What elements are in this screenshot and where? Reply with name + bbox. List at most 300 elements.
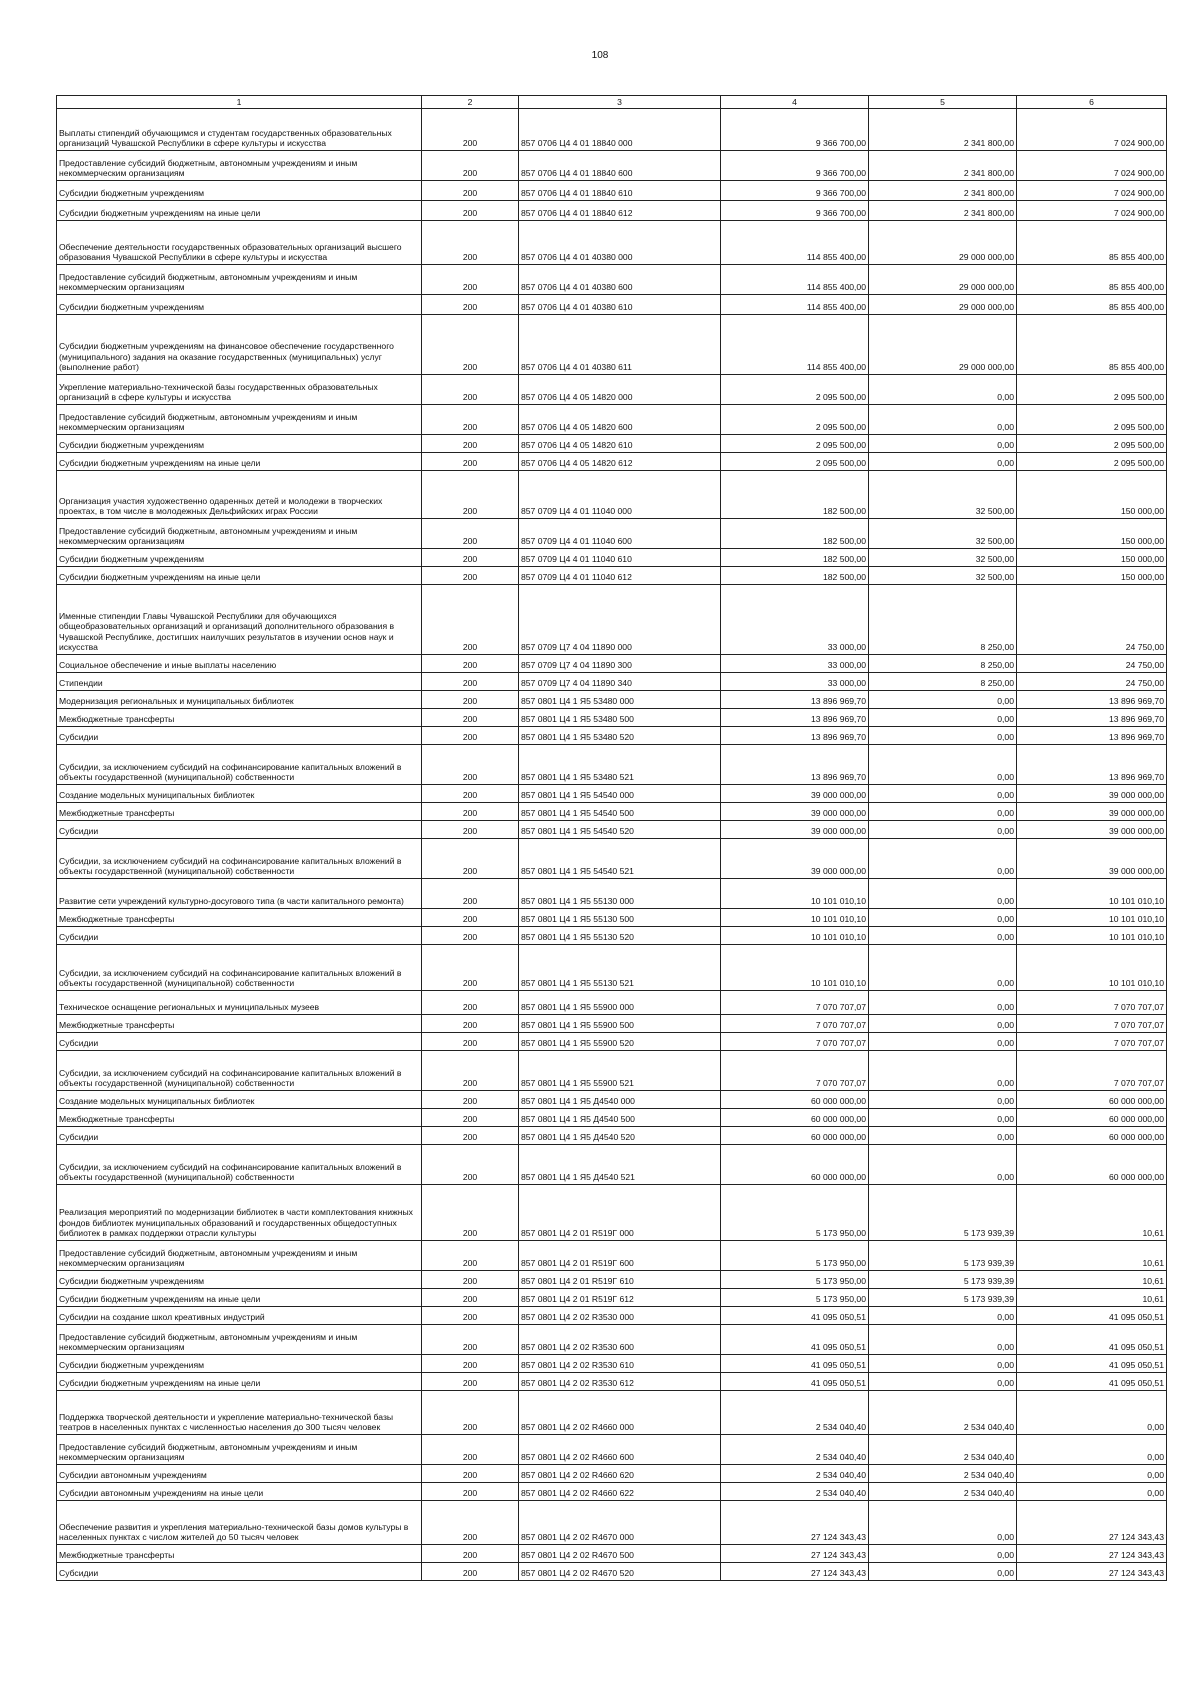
row-change-cell: 2 534 040,40 — [869, 1391, 1017, 1435]
row-change-cell: 8 250,00 — [869, 655, 1017, 673]
table-row — [57, 803, 1167, 821]
row-total-cell: 60 000 000,00 — [1017, 1145, 1167, 1185]
table-row — [57, 109, 1167, 151]
row-name-cell: Субсидии бюджетным учреждениям на финансовое обеспечение государственного (муниципального) задания на оказание государственных (муниципальных) услуг (выполнение работ) — [57, 315, 422, 375]
row-kbk-cell: 857 0801 Ц4 2 02 R4660 600 — [519, 1435, 721, 1465]
row-total-cell: 7 024 900,00 — [1017, 109, 1167, 151]
row-change-cell: 0,00 — [869, 1145, 1017, 1185]
row-amount-cell: 2 095 500,00 — [721, 435, 869, 453]
row-total-cell: 41 095 050,51 — [1017, 1307, 1167, 1325]
row-amount-cell: 182 500,00 — [721, 567, 869, 585]
row-kbk-cell: 857 0706 Ц4 4 05 14820 612 — [519, 453, 721, 471]
row-amount-cell: 2 095 500,00 — [721, 375, 869, 405]
row-amount-cell: 60 000 000,00 — [721, 1145, 869, 1185]
row-code-cell: 200 — [422, 745, 519, 785]
row-total-cell: 39 000 000,00 — [1017, 821, 1167, 839]
row-kbk-cell: 857 0801 Ц4 1 Я5 Д4540 000 — [519, 1091, 721, 1109]
table-row — [57, 745, 1167, 785]
column-header-2: 2 — [422, 96, 519, 109]
row-change-cell: 32 500,00 — [869, 567, 1017, 585]
row-change-cell: 2 534 040,40 — [869, 1435, 1017, 1465]
row-code-cell: 200 — [422, 1501, 519, 1545]
row-code-cell: 200 — [422, 201, 519, 221]
row-kbk-cell: 857 0801 Ц4 2 01 R519Г 600 — [519, 1241, 721, 1271]
row-total-cell: 10,61 — [1017, 1241, 1167, 1271]
table-row — [57, 821, 1167, 839]
row-code-cell: 200 — [422, 315, 519, 375]
table-row — [57, 909, 1167, 927]
row-kbk-cell: 857 0706 Ц4 4 05 14820 000 — [519, 375, 721, 405]
row-total-cell: 150 000,00 — [1017, 519, 1167, 549]
table-row — [57, 673, 1167, 691]
row-change-cell: 0,00 — [869, 691, 1017, 709]
row-name-cell: Техническое оснащение региональных и муниципальных музеев — [57, 991, 422, 1015]
row-code-cell: 200 — [422, 673, 519, 691]
row-total-cell: 2 095 500,00 — [1017, 435, 1167, 453]
row-code-cell: 200 — [422, 567, 519, 585]
row-name-cell: Межбюджетные трансферты — [57, 709, 422, 727]
row-amount-cell: 13 896 969,70 — [721, 709, 869, 727]
table-row — [57, 1051, 1167, 1091]
row-amount-cell: 182 500,00 — [721, 471, 869, 519]
row-amount-cell: 39 000 000,00 — [721, 803, 869, 821]
table-row — [57, 1241, 1167, 1271]
row-name-cell: Субсидии, за исключением субсидий на софинансирование капитальных вложений в объекты государственной (муниципальной) собственности — [57, 839, 422, 879]
row-name-cell: Субсидии бюджетным учреждениям — [57, 295, 422, 315]
row-amount-cell: 10 101 010,10 — [721, 945, 869, 991]
table-row — [57, 1015, 1167, 1033]
row-total-cell: 10,61 — [1017, 1289, 1167, 1307]
row-total-cell: 0,00 — [1017, 1465, 1167, 1483]
table-row — [57, 1325, 1167, 1355]
row-amount-cell: 27 124 343,43 — [721, 1545, 869, 1563]
row-code-cell: 200 — [422, 909, 519, 927]
row-kbk-cell: 857 0706 Ц4 4 01 40380 000 — [519, 221, 721, 265]
row-code-cell: 200 — [422, 1145, 519, 1185]
row-amount-cell: 27 124 343,43 — [721, 1501, 869, 1545]
row-amount-cell: 5 173 950,00 — [721, 1185, 869, 1241]
row-total-cell: 7 070 707,07 — [1017, 1015, 1167, 1033]
table-row — [57, 1185, 1167, 1241]
row-name-cell: Развитие сети учреждений культурно-досугового типа (в части капитального ремонта) — [57, 879, 422, 909]
row-code-cell: 200 — [422, 1051, 519, 1091]
row-code-cell: 200 — [422, 1289, 519, 1307]
row-change-cell: 32 500,00 — [869, 549, 1017, 567]
row-amount-cell: 27 124 343,43 — [721, 1563, 869, 1581]
column-header-4: 4 — [721, 96, 869, 109]
row-name-cell: Субсидии, за исключением субсидий на софинансирование капитальных вложений в объекты государственной (муниципальной) собственности — [57, 945, 422, 991]
row-code-cell: 200 — [422, 109, 519, 151]
row-kbk-cell: 857 0709 Ц7 4 04 11890 300 — [519, 655, 721, 673]
row-kbk-cell: 857 0801 Ц4 1 Я5 55130 520 — [519, 927, 721, 945]
row-code-cell: 200 — [422, 1307, 519, 1325]
row-code-cell: 200 — [422, 221, 519, 265]
row-kbk-cell: 857 0706 Ц4 4 05 14820 600 — [519, 405, 721, 435]
row-name-cell: Межбюджетные трансферты — [57, 1015, 422, 1033]
table-row — [57, 1109, 1167, 1127]
row-total-cell: 13 896 969,70 — [1017, 691, 1167, 709]
row-amount-cell: 9 366 700,00 — [721, 201, 869, 221]
row-change-cell: 0,00 — [869, 453, 1017, 471]
row-kbk-cell: 857 0706 Ц4 4 01 18840 612 — [519, 201, 721, 221]
row-change-cell: 2 534 040,40 — [869, 1483, 1017, 1501]
row-total-cell: 0,00 — [1017, 1391, 1167, 1435]
row-kbk-cell: 857 0801 Ц4 1 Я5 55130 500 — [519, 909, 721, 927]
row-name-cell: Модернизация региональных и муниципальных библиотек — [57, 691, 422, 709]
row-total-cell: 41 095 050,51 — [1017, 1373, 1167, 1391]
row-name-cell: Выплаты стипендий обучающимся и студентам государственных образовательных организаций Чувашской Республики в сфере культуры и искусства — [57, 109, 422, 151]
row-amount-cell: 33 000,00 — [721, 585, 869, 655]
row-code-cell: 200 — [422, 151, 519, 181]
table-row — [57, 265, 1167, 295]
row-amount-cell: 2 095 500,00 — [721, 453, 869, 471]
row-amount-cell: 182 500,00 — [721, 549, 869, 567]
row-code-cell: 200 — [422, 1127, 519, 1145]
table-row — [57, 655, 1167, 673]
row-amount-cell: 13 896 969,70 — [721, 691, 869, 709]
row-change-cell: 32 500,00 — [869, 471, 1017, 519]
row-kbk-cell: 857 0801 Ц4 1 Я5 54540 000 — [519, 785, 721, 803]
row-change-cell: 8 250,00 — [869, 585, 1017, 655]
row-kbk-cell: 857 0709 Ц7 4 04 11890 000 — [519, 585, 721, 655]
table-row — [57, 181, 1167, 201]
row-change-cell: 0,00 — [869, 1015, 1017, 1033]
row-code-cell: 200 — [422, 727, 519, 745]
row-code-cell: 200 — [422, 1465, 519, 1483]
table-row — [57, 785, 1167, 803]
table-row — [57, 1033, 1167, 1051]
table-row — [57, 927, 1167, 945]
row-total-cell: 7 024 900,00 — [1017, 201, 1167, 221]
row-name-cell: Межбюджетные трансферты — [57, 1109, 422, 1127]
row-amount-cell: 7 070 707,07 — [721, 1015, 869, 1033]
row-total-cell: 150 000,00 — [1017, 567, 1167, 585]
table-row — [57, 1145, 1167, 1185]
table-row — [57, 839, 1167, 879]
row-kbk-cell: 857 0801 Ц4 1 Я5 54540 520 — [519, 821, 721, 839]
table-row — [57, 585, 1167, 655]
row-kbk-cell: 857 0801 Ц4 2 02 R4670 000 — [519, 1501, 721, 1545]
row-kbk-cell: 857 0801 Ц4 2 02 R4670 500 — [519, 1545, 721, 1563]
row-name-cell: Межбюджетные трансферты — [57, 909, 422, 927]
row-change-cell: 0,00 — [869, 945, 1017, 991]
row-code-cell: 200 — [422, 1483, 519, 1501]
row-name-cell: Субсидии — [57, 1563, 422, 1581]
row-kbk-cell: 857 0801 Ц4 1 Я5 54540 500 — [519, 803, 721, 821]
row-total-cell: 150 000,00 — [1017, 471, 1167, 519]
row-total-cell: 39 000 000,00 — [1017, 803, 1167, 821]
row-change-cell: 0,00 — [869, 1545, 1017, 1563]
row-kbk-cell: 857 0801 Ц4 2 02 R4660 622 — [519, 1483, 721, 1501]
row-amount-cell: 2 095 500,00 — [721, 405, 869, 435]
row-name-cell: Предоставление субсидий бюджетным, автономным учреждениям и иным некоммерческим организациям — [57, 1241, 422, 1271]
row-name-cell: Субсидии — [57, 1127, 422, 1145]
row-change-cell: 0,00 — [869, 1127, 1017, 1145]
row-code-cell: 200 — [422, 375, 519, 405]
table-row — [57, 1435, 1167, 1465]
row-total-cell: 39 000 000,00 — [1017, 839, 1167, 879]
row-name-cell: Предоставление субсидий бюджетным, автономным учреждениям и иным некоммерческим организациям — [57, 265, 422, 295]
row-total-cell: 60 000 000,00 — [1017, 1109, 1167, 1127]
row-amount-cell: 10 101 010,10 — [721, 909, 869, 927]
row-total-cell: 27 124 343,43 — [1017, 1563, 1167, 1581]
row-total-cell: 41 095 050,51 — [1017, 1325, 1167, 1355]
row-change-cell: 0,00 — [869, 785, 1017, 803]
row-code-cell: 200 — [422, 991, 519, 1015]
row-name-cell: Субсидии, за исключением субсидий на софинансирование капитальных вложений в объекты государственной (муниципальной) собственности — [57, 1145, 422, 1185]
row-name-cell: Субсидии бюджетным учреждениям на иные цели — [57, 1289, 422, 1307]
row-kbk-cell: 857 0801 Ц4 1 Я5 53480 521 — [519, 745, 721, 785]
row-name-cell: Субсидии бюджетным учреждениям на иные цели — [57, 567, 422, 585]
row-name-cell: Субсидии бюджетным учреждениям на иные цели — [57, 453, 422, 471]
row-change-cell: 2 534 040,40 — [869, 1465, 1017, 1483]
row-kbk-cell: 857 0801 Ц4 1 Я5 55130 521 — [519, 945, 721, 991]
row-kbk-cell: 857 0801 Ц4 1 Я5 54540 521 — [519, 839, 721, 879]
row-name-cell: Субсидии — [57, 927, 422, 945]
row-change-cell: 2 341 800,00 — [869, 181, 1017, 201]
page-number: 108 — [591, 50, 609, 61]
row-total-cell: 27 124 343,43 — [1017, 1545, 1167, 1563]
row-change-cell: 0,00 — [869, 727, 1017, 745]
row-amount-cell: 9 366 700,00 — [721, 181, 869, 201]
row-code-cell: 200 — [422, 879, 519, 909]
row-amount-cell: 33 000,00 — [721, 673, 869, 691]
row-name-cell: Межбюджетные трансферты — [57, 1545, 422, 1563]
row-change-cell: 0,00 — [869, 745, 1017, 785]
row-name-cell: Субсидии бюджетным учреждениям — [57, 181, 422, 201]
table-row — [57, 1391, 1167, 1435]
table-row — [57, 691, 1167, 709]
row-amount-cell: 2 534 040,40 — [721, 1435, 869, 1465]
row-code-cell: 200 — [422, 1545, 519, 1563]
row-change-cell: 2 341 800,00 — [869, 151, 1017, 181]
row-amount-cell: 5 173 950,00 — [721, 1271, 869, 1289]
row-name-cell: Субсидии, за исключением субсидий на софинансирование капитальных вложений в объекты государственной (муниципальной) собственности — [57, 1051, 422, 1091]
row-name-cell: Субсидии бюджетным учреждениям — [57, 549, 422, 567]
row-kbk-cell: 857 0801 Ц4 2 02 R3530 600 — [519, 1325, 721, 1355]
row-amount-cell: 41 095 050,51 — [721, 1307, 869, 1325]
row-code-cell: 200 — [422, 803, 519, 821]
row-change-cell: 0,00 — [869, 991, 1017, 1015]
row-change-cell: 0,00 — [869, 1501, 1017, 1545]
row-amount-cell: 60 000 000,00 — [721, 1091, 869, 1109]
row-code-cell: 200 — [422, 1435, 519, 1465]
table-row — [57, 519, 1167, 549]
row-name-cell: Субсидии бюджетным учреждениям — [57, 1355, 422, 1373]
table-row — [57, 295, 1167, 315]
table-body — [57, 109, 1167, 1581]
row-total-cell: 85 855 400,00 — [1017, 265, 1167, 295]
row-code-cell: 200 — [422, 1325, 519, 1355]
row-code-cell: 200 — [422, 1355, 519, 1373]
row-name-cell: Субсидии автономным учреждениям на иные цели — [57, 1483, 422, 1501]
row-amount-cell: 13 896 969,70 — [721, 727, 869, 745]
row-amount-cell: 41 095 050,51 — [721, 1355, 869, 1373]
row-total-cell: 39 000 000,00 — [1017, 785, 1167, 803]
table-row — [57, 1289, 1167, 1307]
row-code-cell: 200 — [422, 453, 519, 471]
row-kbk-cell: 857 0801 Ц4 1 Я5 Д4540 520 — [519, 1127, 721, 1145]
row-code-cell: 200 — [422, 1015, 519, 1033]
row-change-cell: 29 000 000,00 — [869, 315, 1017, 375]
row-total-cell: 0,00 — [1017, 1435, 1167, 1465]
row-amount-cell: 2 534 040,40 — [721, 1483, 869, 1501]
row-name-cell: Субсидии — [57, 821, 422, 839]
row-code-cell: 200 — [422, 821, 519, 839]
row-name-cell: Социальное обеспечение и иные выплаты населению — [57, 655, 422, 673]
column-header-5: 5 — [869, 96, 1017, 109]
column-header-3: 3 — [519, 96, 721, 109]
table-row — [57, 201, 1167, 221]
table-row — [57, 879, 1167, 909]
row-amount-cell: 39 000 000,00 — [721, 839, 869, 879]
row-total-cell: 10 101 010,10 — [1017, 879, 1167, 909]
row-kbk-cell: 857 0801 Ц4 2 02 R4660 000 — [519, 1391, 721, 1435]
row-kbk-cell: 857 0801 Ц4 1 Я5 53480 500 — [519, 709, 721, 727]
row-change-cell: 2 341 800,00 — [869, 201, 1017, 221]
row-amount-cell: 114 855 400,00 — [721, 315, 869, 375]
table-row — [57, 315, 1167, 375]
table-row — [57, 435, 1167, 453]
row-code-cell: 200 — [422, 549, 519, 567]
row-total-cell: 24 750,00 — [1017, 655, 1167, 673]
row-code-cell: 200 — [422, 927, 519, 945]
row-kbk-cell: 857 0801 Ц4 2 02 R3530 610 — [519, 1355, 721, 1373]
row-name-cell: Межбюджетные трансферты — [57, 803, 422, 821]
row-amount-cell: 7 070 707,07 — [721, 1051, 869, 1091]
row-change-cell: 0,00 — [869, 1563, 1017, 1581]
column-header-1: 1 — [57, 96, 422, 109]
row-name-cell: Реализация мероприятий по модернизации библиотек в части комплектования книжных фондов библиотек муниципальных образований и государственных общедоступных библиотек в рамках поддержки отрасли культуры — [57, 1185, 422, 1241]
row-code-cell: 200 — [422, 435, 519, 453]
table-row — [57, 709, 1167, 727]
row-amount-cell: 13 896 969,70 — [721, 745, 869, 785]
row-name-cell: Именные стипендии Главы Чувашской Республики для обучающихся общеобразовательных организаций и организаций дополнительного образования в Чувашской Республике, достигших наилучших результатов в изучении основ наук и искусства — [57, 585, 422, 655]
row-code-cell: 200 — [422, 1391, 519, 1435]
row-total-cell: 60 000 000,00 — [1017, 1091, 1167, 1109]
row-kbk-cell: 857 0801 Ц4 2 02 R3530 000 — [519, 1307, 721, 1325]
row-code-cell: 200 — [422, 519, 519, 549]
row-amount-cell: 182 500,00 — [721, 519, 869, 549]
table-row — [57, 1355, 1167, 1373]
row-amount-cell: 60 000 000,00 — [721, 1109, 869, 1127]
row-kbk-cell: 857 0801 Ц4 1 Я5 55900 521 — [519, 1051, 721, 1091]
row-kbk-cell: 857 0801 Ц4 2 02 R3530 612 — [519, 1373, 721, 1391]
row-amount-cell: 114 855 400,00 — [721, 295, 869, 315]
row-name-cell: Субсидии на создание школ креативных индустрий — [57, 1307, 422, 1325]
row-total-cell: 13 896 969,70 — [1017, 727, 1167, 745]
row-name-cell: Предоставление субсидий бюджетным, автономным учреждениям и иным некоммерческим организациям — [57, 405, 422, 435]
row-total-cell: 27 124 343,43 — [1017, 1501, 1167, 1545]
row-change-cell: 0,00 — [869, 375, 1017, 405]
row-kbk-cell: 857 0801 Ц4 1 Я5 Д4540 521 — [519, 1145, 721, 1185]
row-total-cell: 24 750,00 — [1017, 585, 1167, 655]
row-amount-cell: 114 855 400,00 — [721, 221, 869, 265]
row-change-cell: 0,00 — [869, 435, 1017, 453]
row-change-cell: 5 173 939,39 — [869, 1241, 1017, 1271]
row-kbk-cell: 857 0706 Ц4 4 01 40380 611 — [519, 315, 721, 375]
table-row — [57, 221, 1167, 265]
row-change-cell: 0,00 — [869, 909, 1017, 927]
row-total-cell: 13 896 969,70 — [1017, 745, 1167, 785]
row-code-cell: 200 — [422, 1271, 519, 1289]
row-change-cell: 2 341 800,00 — [869, 109, 1017, 151]
table-row — [57, 1271, 1167, 1289]
row-kbk-cell: 857 0801 Ц4 2 02 R4670 520 — [519, 1563, 721, 1581]
table-row — [57, 567, 1167, 585]
row-change-cell: 29 000 000,00 — [869, 221, 1017, 265]
table-row — [57, 1127, 1167, 1145]
row-amount-cell: 41 095 050,51 — [721, 1325, 869, 1355]
table-row — [57, 1373, 1167, 1391]
row-kbk-cell: 857 0706 Ц4 4 01 18840 610 — [519, 181, 721, 201]
row-amount-cell: 9 366 700,00 — [721, 109, 869, 151]
row-code-cell: 200 — [422, 691, 519, 709]
row-name-cell: Субсидии бюджетным учреждениям — [57, 435, 422, 453]
row-kbk-cell: 857 0801 Ц4 1 Я5 53480 520 — [519, 727, 721, 745]
row-kbk-cell: 857 0706 Ц4 4 01 40380 610 — [519, 295, 721, 315]
row-change-cell: 5 173 939,39 — [869, 1271, 1017, 1289]
row-amount-cell: 33 000,00 — [721, 655, 869, 673]
table-row — [57, 1483, 1167, 1501]
row-kbk-cell: 857 0709 Ц7 4 04 11890 340 — [519, 673, 721, 691]
row-kbk-cell: 857 0801 Ц4 2 02 R4660 620 — [519, 1465, 721, 1483]
row-code-cell: 200 — [422, 181, 519, 201]
row-code-cell: 200 — [422, 709, 519, 727]
row-total-cell: 60 000 000,00 — [1017, 1127, 1167, 1145]
row-total-cell: 7 024 900,00 — [1017, 181, 1167, 201]
row-code-cell: 200 — [422, 1091, 519, 1109]
table-row — [57, 453, 1167, 471]
row-code-cell: 200 — [422, 1241, 519, 1271]
row-code-cell: 200 — [422, 1373, 519, 1391]
row-change-cell: 5 173 939,39 — [869, 1289, 1017, 1307]
row-name-cell: Укрепление материально-технической базы государственных образовательных организаций в сфере культуры и искусства — [57, 375, 422, 405]
row-code-cell: 200 — [422, 945, 519, 991]
row-total-cell: 10 101 010,10 — [1017, 945, 1167, 991]
row-kbk-cell: 857 0801 Ц4 1 Я5 55900 000 — [519, 991, 721, 1015]
row-code-cell: 200 — [422, 1033, 519, 1051]
table-row — [57, 945, 1167, 991]
row-change-cell: 0,00 — [869, 709, 1017, 727]
row-change-cell: 29 000 000,00 — [869, 265, 1017, 295]
row-kbk-cell: 857 0706 Ц4 4 01 18840 000 — [519, 109, 721, 151]
row-code-cell: 200 — [422, 471, 519, 519]
row-total-cell: 0,00 — [1017, 1483, 1167, 1501]
row-change-cell: 0,00 — [869, 879, 1017, 909]
table-row — [57, 1501, 1167, 1545]
row-total-cell: 41 095 050,51 — [1017, 1355, 1167, 1373]
row-kbk-cell: 857 0706 Ц4 4 01 40380 600 — [519, 265, 721, 295]
row-kbk-cell: 857 0801 Ц4 1 Я5 Д4540 500 — [519, 1109, 721, 1127]
row-kbk-cell: 857 0801 Ц4 1 Я5 55130 000 — [519, 879, 721, 909]
table-row — [57, 549, 1167, 567]
row-total-cell: 2 095 500,00 — [1017, 375, 1167, 405]
row-total-cell: 10 101 010,10 — [1017, 927, 1167, 945]
row-total-cell: 24 750,00 — [1017, 673, 1167, 691]
row-name-cell: Субсидии автономным учреждениям — [57, 1465, 422, 1483]
table-row — [57, 405, 1167, 435]
row-total-cell: 10 101 010,10 — [1017, 909, 1167, 927]
row-change-cell: 0,00 — [869, 927, 1017, 945]
row-code-cell: 200 — [422, 655, 519, 673]
row-total-cell: 7 070 707,07 — [1017, 991, 1167, 1015]
table-row — [57, 727, 1167, 745]
table-row — [57, 471, 1167, 519]
row-change-cell: 32 500,00 — [869, 519, 1017, 549]
row-change-cell: 0,00 — [869, 1307, 1017, 1325]
row-kbk-cell: 857 0709 Ц4 4 01 11040 600 — [519, 519, 721, 549]
